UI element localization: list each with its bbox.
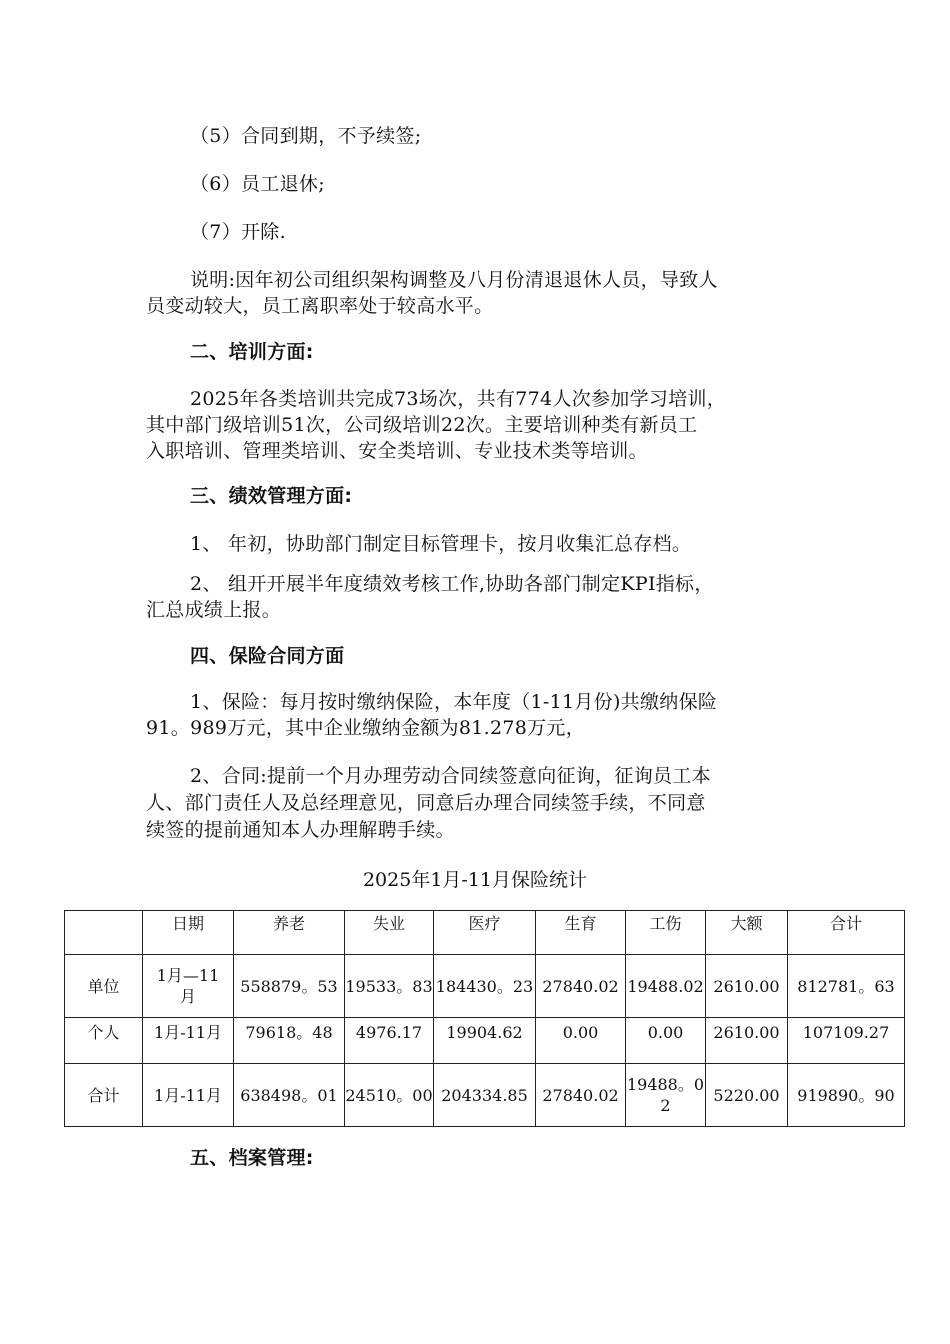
- list-item-5: （5）合同到期，不予续签;: [190, 125, 422, 147]
- table-cell: 19904.62: [434, 1018, 536, 1064]
- insurance-paragraph-2-line-3: 续签的提前通知本人办理解聘手续。: [146, 819, 455, 841]
- list-item-7: （7）开除.: [190, 221, 286, 243]
- table-cell: 0.00: [626, 1018, 706, 1064]
- training-paragraph-line-2: 其中部门级培训51次，公司级培训22次。主要培训种类有新员工: [146, 414, 698, 436]
- table-cell: 2610.00: [706, 1018, 788, 1064]
- archives-heading: 五、档案管理:: [190, 1147, 314, 1169]
- table-header-cell: 生育: [536, 911, 626, 955]
- insurance-paragraph-2-line-2: 人、部门责任人及总经理意见，同意后办理合同续签手续，不同意: [146, 792, 706, 814]
- training-paragraph-line-1: 2025年各类培训共完成73场次，共有774人次参加学习培训，: [190, 388, 727, 410]
- table-row: [65, 955, 905, 1018]
- performance-item-1: 1、 年初，协助部门制定目标管理卡，按月收集汇总存档。: [190, 533, 692, 555]
- table-cell: 2610.00: [706, 955, 788, 1018]
- table-cell: 24510。00: [345, 1064, 434, 1127]
- insurance-paragraph-1-line-1: 1、保险：每月按时缴纳保险，本年度（1-11月份)共缴纳保险: [190, 691, 718, 713]
- table-cell: 个人: [65, 1018, 143, 1064]
- table-header-cell: 工伤: [626, 911, 706, 955]
- table-header-cell: 日期: [143, 911, 234, 955]
- table-cell: 204334.85: [434, 1064, 536, 1127]
- table-cell: 638498。01: [234, 1064, 345, 1127]
- table-cell: 合计: [65, 1064, 143, 1127]
- table-title: 2025年1月-11月保险统计: [362, 869, 588, 891]
- table-row: [65, 1018, 905, 1064]
- table-cell: 1月—11月: [143, 955, 234, 1018]
- insurance-stats-table: [64, 910, 905, 1127]
- table-cell: 27840.02: [536, 1064, 626, 1127]
- list-item-6: （6）员工退休;: [190, 173, 325, 195]
- table-cell: 107109.27: [788, 1018, 905, 1064]
- table-cell: 558879。53: [234, 955, 345, 1018]
- table-cell: 单位: [65, 955, 143, 1018]
- table-cell: 19533。83: [345, 955, 434, 1018]
- table-cell: 184430。23: [434, 955, 536, 1018]
- table-header-cell: 失业: [345, 911, 434, 955]
- table-cell: 812781。63: [788, 955, 905, 1018]
- note-line-1: 说明:因年初公司组织架构调整及八月份清退退休人员，导致人: [190, 269, 718, 291]
- insurance-heading: 四、保险合同方面: [190, 645, 345, 667]
- table-row: [65, 1064, 905, 1127]
- note-line-2: 员变动较大，员工离职率处于较高水平。: [146, 295, 494, 317]
- performance-item-2-line-1: 2、 组开开展半年度绩效考核工作,协助各部门制定KPI指标，: [190, 573, 714, 595]
- performance-heading: 三、绩效管理方面:: [190, 485, 353, 507]
- table-cell: 79618。48: [234, 1018, 345, 1064]
- table-header-cell: [65, 911, 143, 955]
- table-cell: 1月-11月: [143, 1018, 234, 1064]
- training-heading: 二、培训方面:: [190, 341, 314, 363]
- table-header-cell: 养老: [234, 911, 345, 955]
- table-cell: 0.00: [536, 1018, 626, 1064]
- table-cell: 1月-11月: [143, 1064, 234, 1127]
- table-cell: 4976.17: [345, 1018, 434, 1064]
- performance-item-2-line-2: 汇总成绩上报。: [146, 599, 282, 621]
- table-cell: 919890。90: [788, 1064, 905, 1127]
- table-header-cell: 医疗: [434, 911, 536, 955]
- table-cell: 5220.00: [706, 1064, 788, 1127]
- training-paragraph-line-3: 入职培训、管理类培训、安全类培训、专业技术类等培训。: [146, 440, 648, 462]
- table-cell: 27840.02: [536, 955, 626, 1018]
- table-cell: 19488.02: [626, 955, 706, 1018]
- insurance-paragraph-2-line-1: 2、合同:提前一个月办理劳动合同续签意向征询，征询员工本: [190, 765, 711, 787]
- table-header-cell: 大额: [706, 911, 788, 955]
- table-cell: 19488。02: [626, 1064, 706, 1127]
- table-header-row: [65, 911, 905, 955]
- table-header-cell: 合计: [788, 911, 905, 955]
- insurance-paragraph-1-line-2: 91。989万元，其中企业缴纳金额为81.278万元，: [146, 717, 586, 739]
